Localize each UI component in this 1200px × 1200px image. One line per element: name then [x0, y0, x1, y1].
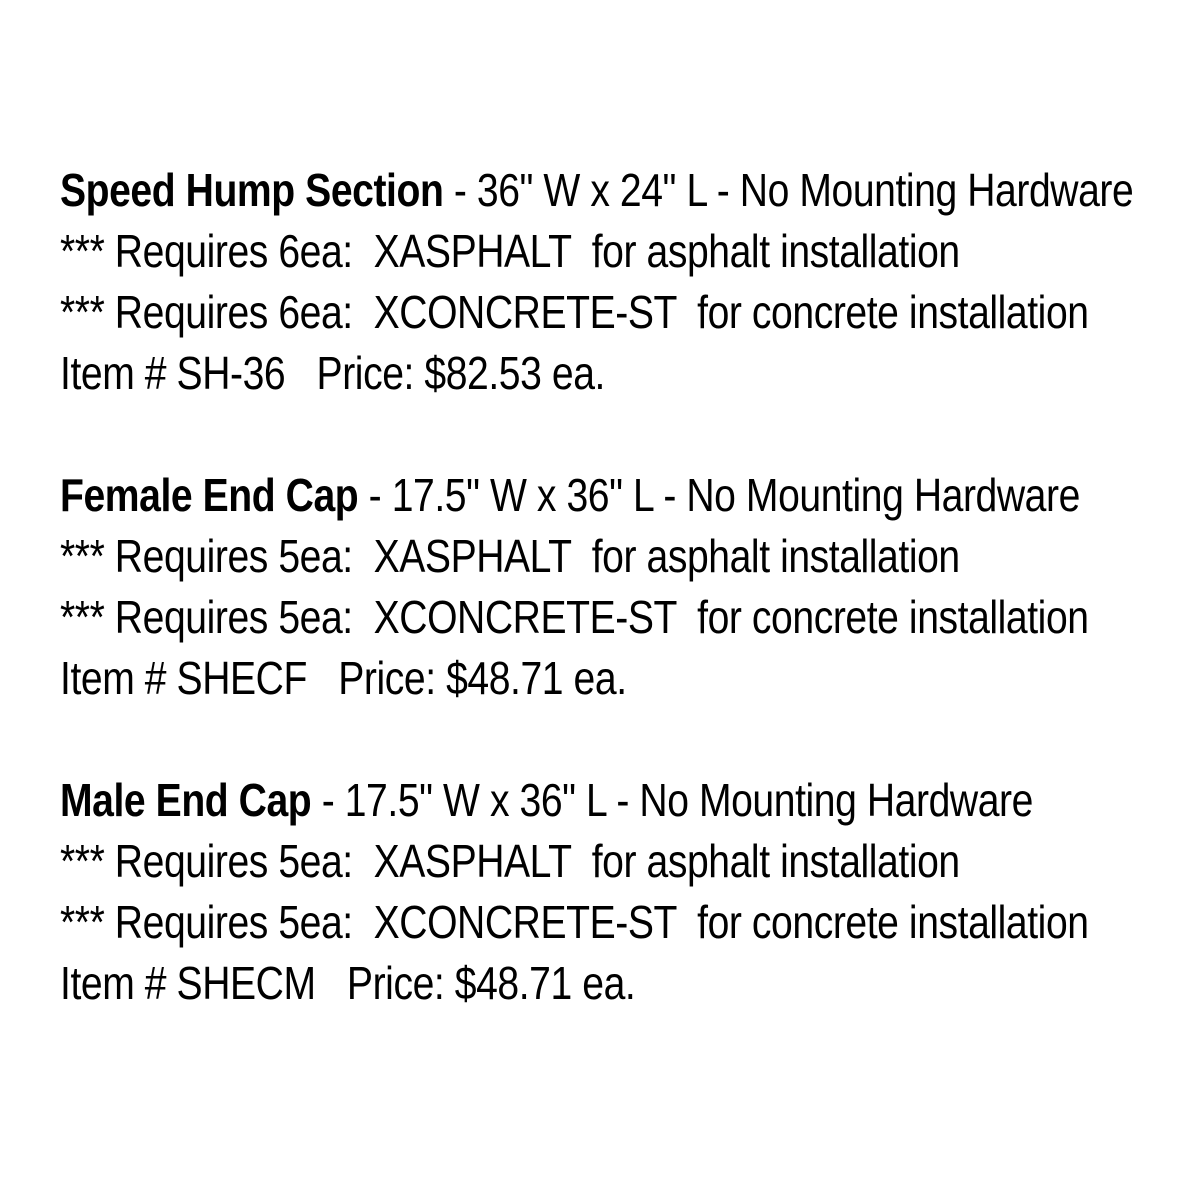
requires-concrete-line: *** Requires 6ea: XCONCRETE-ST for concrete installation: [60, 286, 1089, 338]
item-price-line: Item # SH-36 Price: $82.53 ea.: [60, 347, 605, 399]
requires-concrete-line: *** Requires 5ea: XCONCRETE-ST for concrete installation: [60, 896, 1089, 948]
product-heading: [60, 770, 1033, 831]
product-name: Male End Cap: [60, 774, 312, 826]
product-spec: - 36" W x 24" L - No Mounting Hardware: [443, 164, 1134, 216]
item-price-line: Item # SHECM Price: $48.71 ea.: [60, 957, 636, 1009]
product-block-male-end-cap: [60, 770, 1200, 1014]
requires-asphalt-line: *** Requires 5ea: XASPHALT for asphalt installation: [60, 530, 960, 582]
requires-asphalt-line: *** Requires 6ea: XASPHALT for asphalt installation: [60, 225, 960, 277]
product-name: Female End Cap: [60, 469, 359, 521]
requires-asphalt-line: *** Requires 5ea: XASPHALT for asphalt installation: [60, 835, 960, 887]
product-spec: - 17.5" W x 36" L - No Mounting Hardware: [358, 469, 1080, 521]
product-name: Speed Hump Section: [60, 164, 444, 216]
item-price-line: Item # SHECF Price: $48.71 ea.: [60, 652, 627, 704]
requires-concrete-line: *** Requires 5ea: XCONCRETE-ST for concrete installation: [60, 591, 1089, 643]
product-block-female-end-cap: [60, 465, 1200, 709]
product-heading: [60, 465, 1080, 526]
product-block-speed-hump-section: [60, 160, 1200, 404]
product-heading: [60, 160, 1134, 221]
product-spec: - 17.5" W x 36" L - No Mounting Hardware: [311, 774, 1033, 826]
